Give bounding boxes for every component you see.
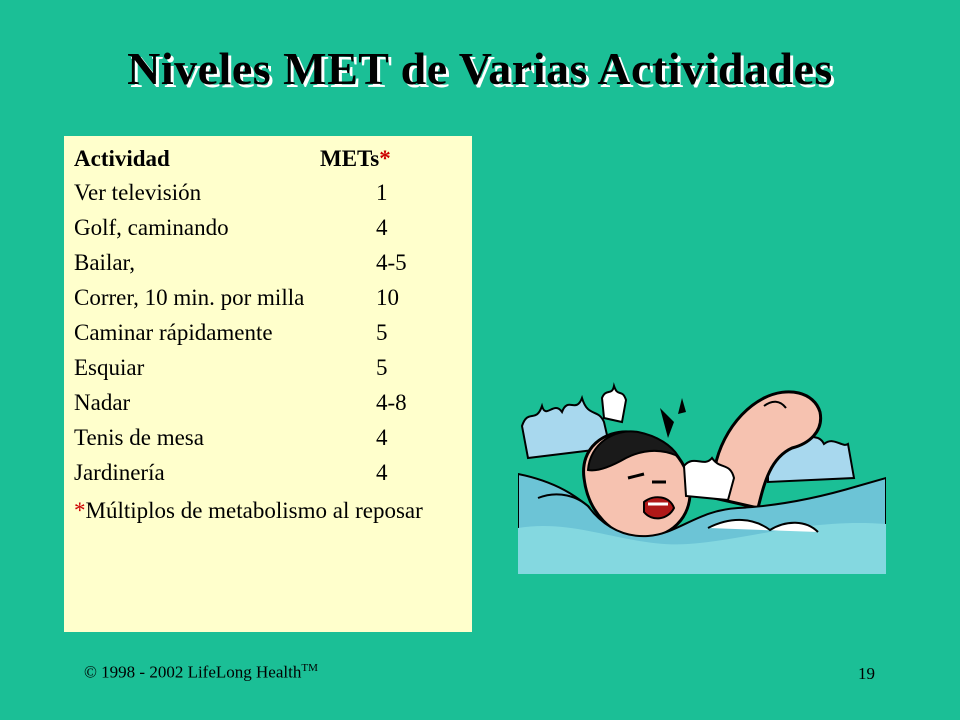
footnote-star: * [74,498,86,523]
table-footnote [74,494,478,528]
activity-cell: Nadar [74,390,131,415]
header-mets: METs* [320,146,391,171]
activity-cell: Ver televisión [74,180,202,205]
footnote-text: Múltiplos de metabolismo al reposar [85,498,423,523]
copyright-footer: © 1998 - 2002 LifeLong Health™ [84,662,318,682]
activity-cell: Tenis de mesa [74,425,204,450]
mets-cell: 5 [376,320,388,345]
activity-cell: Correr, 10 min. por milla [74,285,305,310]
trademark-mark: TM [301,662,318,674]
activity-cell: Bailar, [74,250,136,275]
mets-cell: 4 [376,215,388,240]
mets-cell: 1 [376,180,388,205]
mets-cell: 4-5 [376,250,407,275]
activity-cell: Golf, caminando [74,215,229,240]
mets-cell: 5 [376,355,388,380]
activity-cell: Caminar rápidamente [74,320,273,345]
header-activity: Actividad [74,146,170,171]
header-star: * [379,146,391,171]
mets-cell: 4 [376,460,388,485]
mets-cell: 4-8 [376,390,407,415]
mets-cell: 10 [376,285,399,310]
activity-cell: Esquiar [74,355,145,380]
mets-cell: 4 [376,425,388,450]
slide-title: Niveles MET de Varias Actividades [127,43,833,94]
page-number: 19 [858,664,875,683]
activity-cell: Jardinería [74,460,165,485]
met-table-panel [64,136,472,632]
swimmer-icon [518,378,886,574]
